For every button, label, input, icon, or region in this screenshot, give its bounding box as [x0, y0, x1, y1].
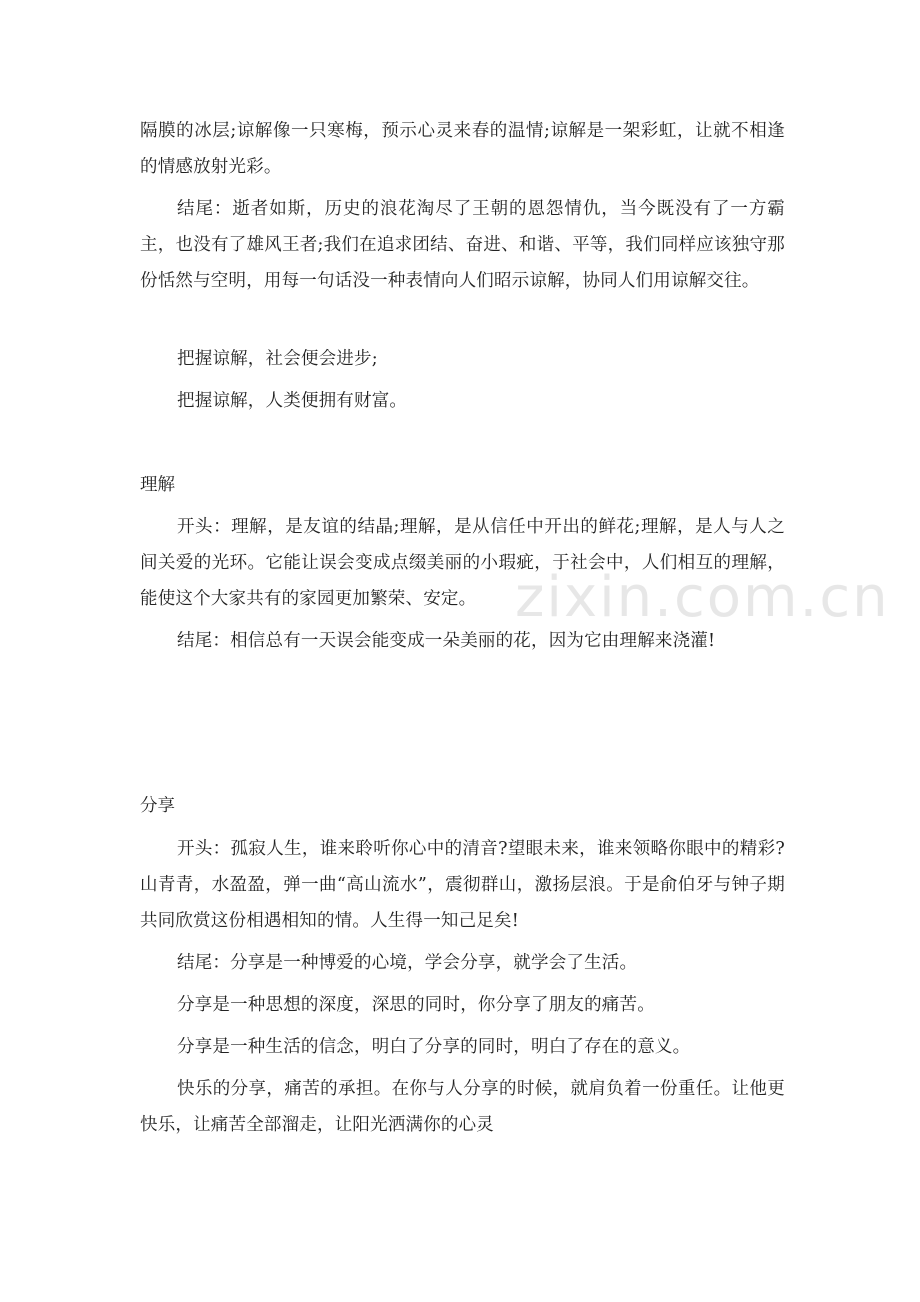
intro-paragraph-1: 隔膜的冰层;谅解像一只寒梅，预示心灵来春的温情;谅解是一架彩虹，让就不相逢的情感放射光彩。	[140, 121, 785, 177]
understanding-opening-paragraph: 开头：理解，是友谊的结晶;理解，是从信任中开出的鲜花;理解，是人与人之间关爱的光环。它能让误会变成点缀美丽的小瑕疵，于社会中，人们相互的理解，能使这个大家共有的家园更加繁荣、安定。	[140, 517, 785, 609]
intro-conclusion-paragraph: 结尾：逝者如斯，历史的浪花淘尽了王朝的恩怨情仇，当今既没有了一方霸主，也没有了雄风王者;我们在追求团结、奋进、和谐、平等，我们同样应该独守那份恬然与空明，用每一句话没一种表情向人们昭示谅解，协同人们用谅解交往。	[140, 199, 785, 291]
sharing-opening-paragraph: 开头：孤寂人生，谁来聆听你心中的清音?望眼未来，谁来领略你眼中的精彩? 山青青，水盈盈，弹一曲“高山流水”，震彻群山，激扬层浪。于是俞伯牙与钟子期共同欣赏这份相遇相知的情。人生得一知己足矣!	[140, 839, 785, 931]
section-title-sharing: 分享	[140, 796, 175, 816]
understanding-conclusion-paragraph: 结尾：相信总有一天误会能变成一朵美丽的花，因为它由理解来浇灌!	[177, 631, 716, 651]
sharing-conclusion-paragraph: 结尾：分享是一种博爱的心境，学会分享，就学会了生活。	[177, 953, 638, 973]
sharing-depth-paragraph: 分享是一种思想的深度，深思的同时，你分享了朋友的痛苦。	[177, 995, 655, 1015]
intro-closing-line-1: 把握谅解，社会便会进步;	[177, 349, 378, 369]
sharing-burden-paragraph: 快乐的分享，痛苦的承担。在你与人分享的时候，就肩负着一份重任。让他更快乐，让痛苦全部溜走，让阳光洒满你的心灵	[140, 1079, 785, 1135]
watermark-text: zixin.com.cn	[515, 565, 890, 630]
section-title-understanding: 理解	[140, 475, 175, 495]
sharing-belief-paragraph: 分享是一种生活的信念，明白了分享的同时，明白了存在的意义。	[177, 1037, 691, 1057]
intro-closing-line-2: 把握谅解，人类便拥有财富。	[177, 391, 408, 411]
